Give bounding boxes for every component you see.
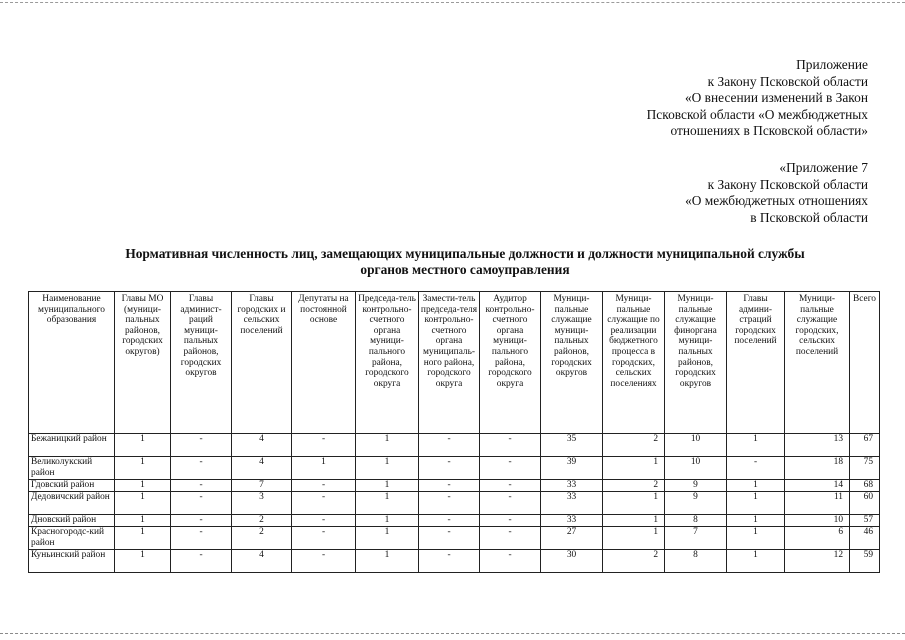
column-header: Всего <box>850 292 880 434</box>
table-cell: 60 <box>850 492 880 515</box>
table-header-row <box>29 292 880 434</box>
table-cell: 1 <box>603 457 665 480</box>
table-cell: - <box>171 480 232 492</box>
table-cell: 1 <box>356 480 419 492</box>
table-cell: 57 <box>850 515 880 527</box>
column-header: Муници-пальные служащие муници-пальных районов, городских округов <box>541 292 603 434</box>
table-cell: 1 <box>356 434 419 457</box>
table-cell: 1 <box>727 515 785 527</box>
table-cell: 27 <box>541 527 603 550</box>
document-title-line: органов местного самоуправления <box>360 262 570 277</box>
table-cell: 4 <box>232 550 292 573</box>
appendix-header-line: к Закону Псковской области <box>707 73 868 89</box>
municipality-name-cell: Гдовский район <box>29 480 115 492</box>
table-cell: 1 <box>115 434 171 457</box>
table-cell: - <box>171 527 232 550</box>
table-cell: 18 <box>785 457 850 480</box>
column-header: Муници-пальные служащие по реализации бюджетного процесса в городских, сельских поселениях <box>603 292 665 434</box>
table-cell: - <box>171 550 232 573</box>
table-cell: - <box>419 434 480 457</box>
appendix-header <box>647 57 868 140</box>
municipality-name-cell: Красногородс-кий район <box>29 527 115 550</box>
table-row <box>29 515 880 527</box>
table-row <box>29 550 880 573</box>
table-row <box>29 527 880 550</box>
table-cell: - <box>292 480 356 492</box>
table-cell: 39 <box>541 457 603 480</box>
table-cell: - <box>480 527 541 550</box>
municipality-name-cell: Дедовичский район <box>29 492 115 515</box>
appendix7-header-line: «О межбюджетных отношениях <box>685 193 868 208</box>
table-cell: 3 <box>232 492 292 515</box>
table-cell: 4 <box>232 457 292 480</box>
appendix7-header-line: «Приложение 7 <box>779 160 868 175</box>
table-cell: 2 <box>603 480 665 492</box>
table-cell: 1 <box>603 527 665 550</box>
column-header: Председа-тель контрольно-счетного органа муници-пального района, городского округа <box>356 292 419 434</box>
column-header: Главы админи-страций городских поселений <box>727 292 785 434</box>
table-cell: 1 <box>292 457 356 480</box>
table-cell: 10 <box>785 515 850 527</box>
table-cell: - <box>480 515 541 527</box>
table-cell: 1 <box>115 457 171 480</box>
document-title-line: Нормативная численность лиц, замещающих муниципальные должности и должности муниципальной службы <box>125 246 805 261</box>
table-cell: 14 <box>785 480 850 492</box>
table-cell: 68 <box>850 480 880 492</box>
table-cell: 59 <box>850 550 880 573</box>
table-cell: 33 <box>541 480 603 492</box>
table-cell: 12 <box>785 550 850 573</box>
table-cell: 4 <box>232 434 292 457</box>
table-cell: 2 <box>232 527 292 550</box>
column-header: Наименование муниципального образования <box>29 292 115 434</box>
table-cell: - <box>171 515 232 527</box>
table-cell: 1 <box>603 492 665 515</box>
table-cell: - <box>171 434 232 457</box>
municipality-name-cell: Бежаницкий район <box>29 434 115 457</box>
table-cell: - <box>480 492 541 515</box>
table-cell: 1 <box>115 550 171 573</box>
appendix-header-line: Псковской области «О межбюджетных <box>646 106 868 122</box>
municipality-name-cell: Великолукский район <box>29 457 115 480</box>
table-cell: - <box>419 550 480 573</box>
table-cell: 1 <box>356 527 419 550</box>
table-cell: 8 <box>665 550 727 573</box>
table-cell: 75 <box>850 457 880 480</box>
appendix-header-line: отношениях в Псковской области» <box>670 123 868 138</box>
municipality-name-cell: Дновский район <box>29 515 115 527</box>
column-header: Главы МО (муници-пальных районов, городских округов) <box>115 292 171 434</box>
table-cell: - <box>292 527 356 550</box>
table-cell: 1 <box>727 550 785 573</box>
table-cell: 11 <box>785 492 850 515</box>
table-cell: 7 <box>665 527 727 550</box>
table-cell: 1 <box>356 457 419 480</box>
table-cell: - <box>727 457 785 480</box>
scan-top-edge <box>0 2 905 3</box>
appendix7-header-line: к Закону Псковской области <box>707 176 868 192</box>
appendix7-header <box>685 160 868 226</box>
table-cell: 33 <box>541 515 603 527</box>
municipality-name-cell: Куньинский район <box>29 550 115 573</box>
table-cell: - <box>171 492 232 515</box>
table-cell: 46 <box>850 527 880 550</box>
table-cell: - <box>480 550 541 573</box>
table-row <box>29 480 880 492</box>
table-cell: 1 <box>356 515 419 527</box>
table-cell: - <box>419 527 480 550</box>
column-header: Главы админист-раций муници-пальных районов, городских округов <box>171 292 232 434</box>
scan-bottom-edge <box>0 633 905 634</box>
table-row <box>29 434 880 457</box>
table-cell: 2 <box>603 550 665 573</box>
column-header: Главы городских и сельских поселений <box>232 292 292 434</box>
table-cell: 33 <box>541 492 603 515</box>
column-header: Муници-пальные служащие городских, сельских поселений <box>785 292 850 434</box>
table-row <box>29 457 880 480</box>
table-cell: 1 <box>727 527 785 550</box>
column-header: Аудитор контрольно-счетного органа муници-пального района, городского округа <box>480 292 541 434</box>
table-cell: - <box>171 457 232 480</box>
table-cell: - <box>292 515 356 527</box>
table-cell: 1 <box>603 515 665 527</box>
table-cell: 6 <box>785 527 850 550</box>
table-cell: 1 <box>115 515 171 527</box>
table-cell: - <box>480 457 541 480</box>
table-cell: 1 <box>356 492 419 515</box>
table-cell: 1 <box>356 550 419 573</box>
table-cell: - <box>292 492 356 515</box>
appendix7-header-line: в Псковской области <box>750 209 868 225</box>
table-cell: - <box>419 457 480 480</box>
table-cell: 9 <box>665 480 727 492</box>
column-header: Замести-тель председа-теля контрольно-счетного органа муниципаль-ного района, городского округа <box>419 292 480 434</box>
table-cell: 67 <box>850 434 880 457</box>
table-cell: - <box>419 480 480 492</box>
table-cell: 1 <box>727 434 785 457</box>
staffing-table <box>28 291 880 573</box>
table-cell: 1 <box>115 480 171 492</box>
table-cell: - <box>292 550 356 573</box>
table-cell: - <box>419 492 480 515</box>
table-row <box>29 492 880 515</box>
table-cell: 10 <box>665 434 727 457</box>
table-cell: 2 <box>603 434 665 457</box>
table-cell: - <box>292 434 356 457</box>
document-title <box>70 246 860 278</box>
table-cell: 1 <box>115 527 171 550</box>
table-cell: 1 <box>727 492 785 515</box>
appendix-header-line: Приложение <box>796 57 868 72</box>
table-cell: 1 <box>115 492 171 515</box>
column-header: Депутаты на постоянной основе <box>292 292 356 434</box>
table-cell: 9 <box>665 492 727 515</box>
table-cell: 13 <box>785 434 850 457</box>
table-cell: - <box>419 515 480 527</box>
table-cell: 8 <box>665 515 727 527</box>
table-cell: 30 <box>541 550 603 573</box>
table-cell: 10 <box>665 457 727 480</box>
table-cell: 2 <box>232 515 292 527</box>
table-cell: - <box>480 434 541 457</box>
table-cell: 7 <box>232 480 292 492</box>
appendix-header-line: «О внесении изменений в Закон <box>684 90 868 105</box>
table-cell: - <box>480 480 541 492</box>
table-cell: 35 <box>541 434 603 457</box>
table-cell: 1 <box>727 480 785 492</box>
column-header: Муници-пальные служащие финоргана муници-пальных районов, городских округов <box>665 292 727 434</box>
